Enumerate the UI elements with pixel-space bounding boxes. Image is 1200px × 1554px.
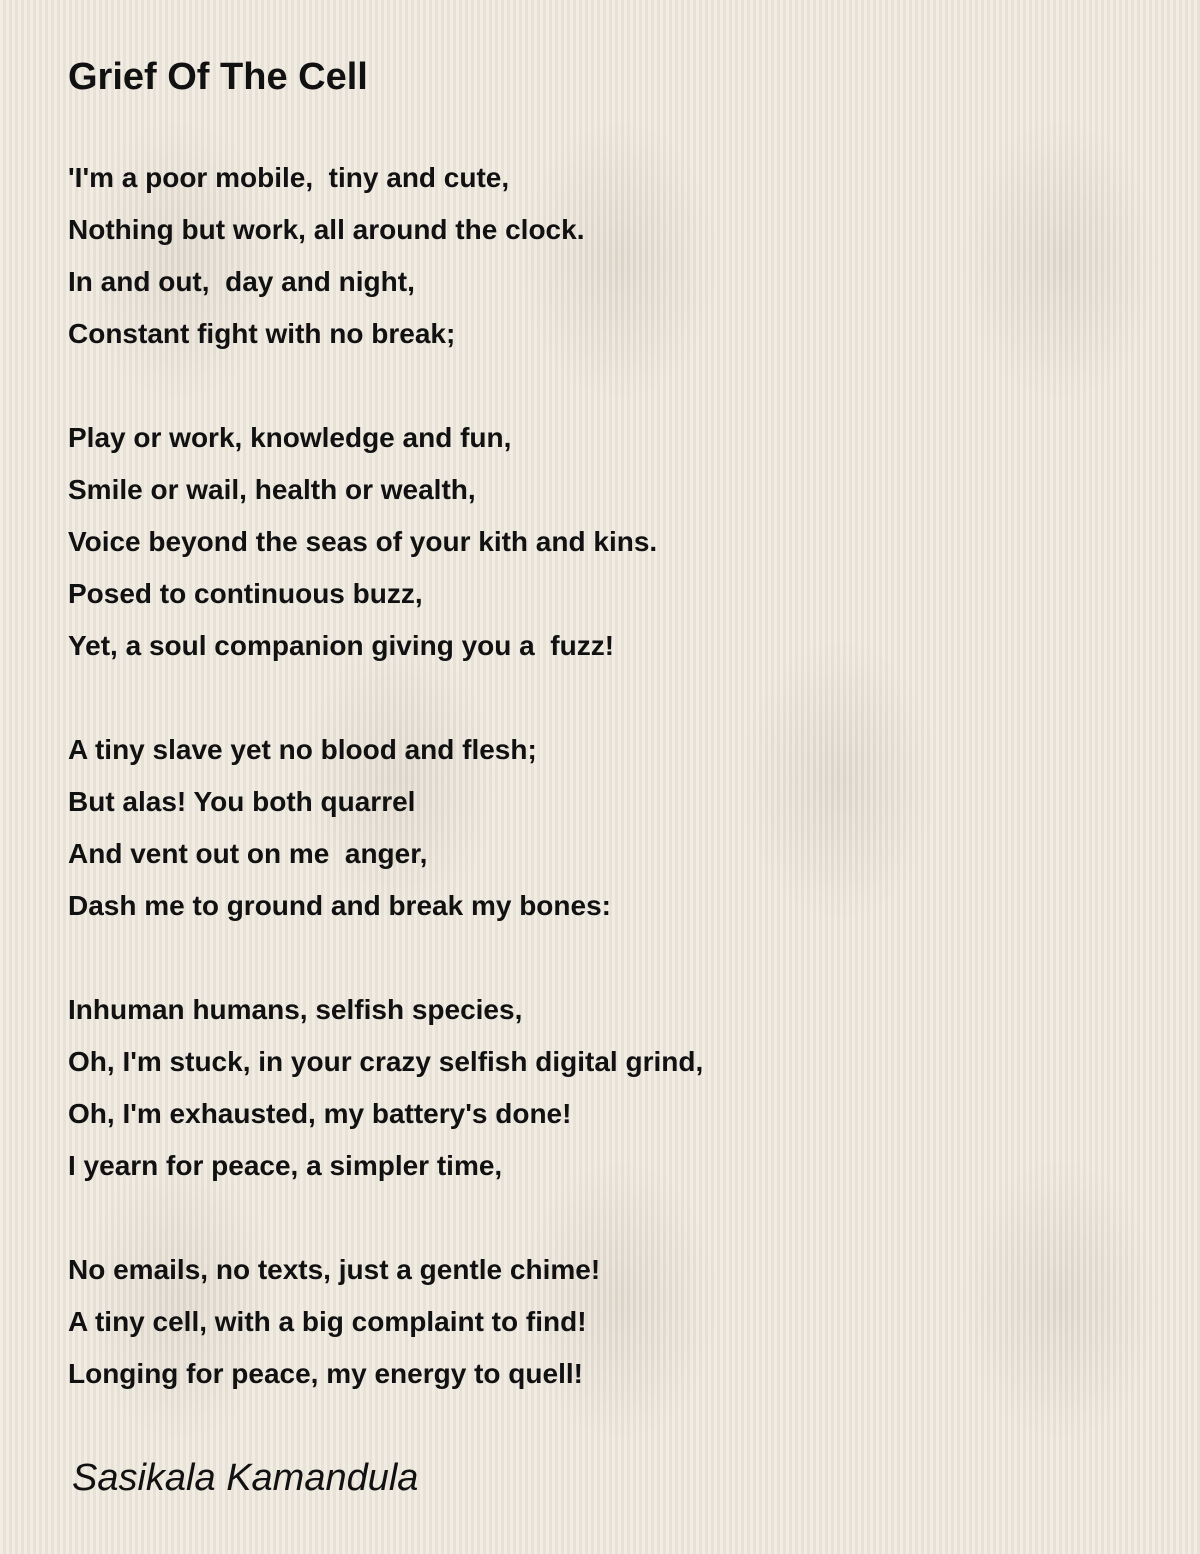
poem-line: But alas! You both quarrel xyxy=(68,786,416,817)
poem-line: Smile or wail, health or wealth, xyxy=(68,474,476,505)
poem-line: Posed to continuous buzz, xyxy=(68,578,423,609)
stanza-5 xyxy=(68,1244,703,1400)
poem-line: Constant fight with no break; xyxy=(68,318,456,349)
poem-line: A tiny cell, with a big complaint to find! xyxy=(68,1306,587,1337)
poem-line: Oh, I'm exhausted, my battery's done! xyxy=(68,1098,572,1129)
poem-line: Inhuman humans, selfish species, xyxy=(68,994,523,1025)
poem-title: Grief Of The Cell xyxy=(68,56,368,98)
stanza-2 xyxy=(68,412,703,672)
stanza-3 xyxy=(68,724,703,932)
stanza-1 xyxy=(68,152,703,360)
poem-line: Dash me to ground and break my bones: xyxy=(68,890,611,921)
poem-author: Sasikala Kamandula xyxy=(72,1457,419,1499)
stanza-4 xyxy=(68,984,703,1192)
poem-line: Longing for peace, my energy to quell! xyxy=(68,1358,583,1389)
poem-line: Play or work, knowledge and fun, xyxy=(68,422,512,453)
poem-body xyxy=(68,152,703,1452)
poem-line: Oh, I'm stuck, in your crazy selfish digital grind, xyxy=(68,1046,704,1077)
poem-line: A tiny slave yet no blood and flesh; xyxy=(68,734,537,765)
poem-line: Nothing but work, all around the clock. xyxy=(68,214,585,245)
poem-line: And vent out on me anger, xyxy=(68,838,428,869)
poem-line: In and out, day and night, xyxy=(68,266,415,297)
poem-line: No emails, no texts, just a gentle chime! xyxy=(68,1254,601,1285)
poem-line: I yearn for peace, a simpler time, xyxy=(68,1150,503,1181)
poem-line: Yet, a soul companion giving you a fuzz! xyxy=(68,630,615,661)
poem-line: 'I'm a poor mobile, tiny and cute, xyxy=(68,162,510,193)
poem-line: Voice beyond the seas of your kith and kins. xyxy=(68,526,658,557)
